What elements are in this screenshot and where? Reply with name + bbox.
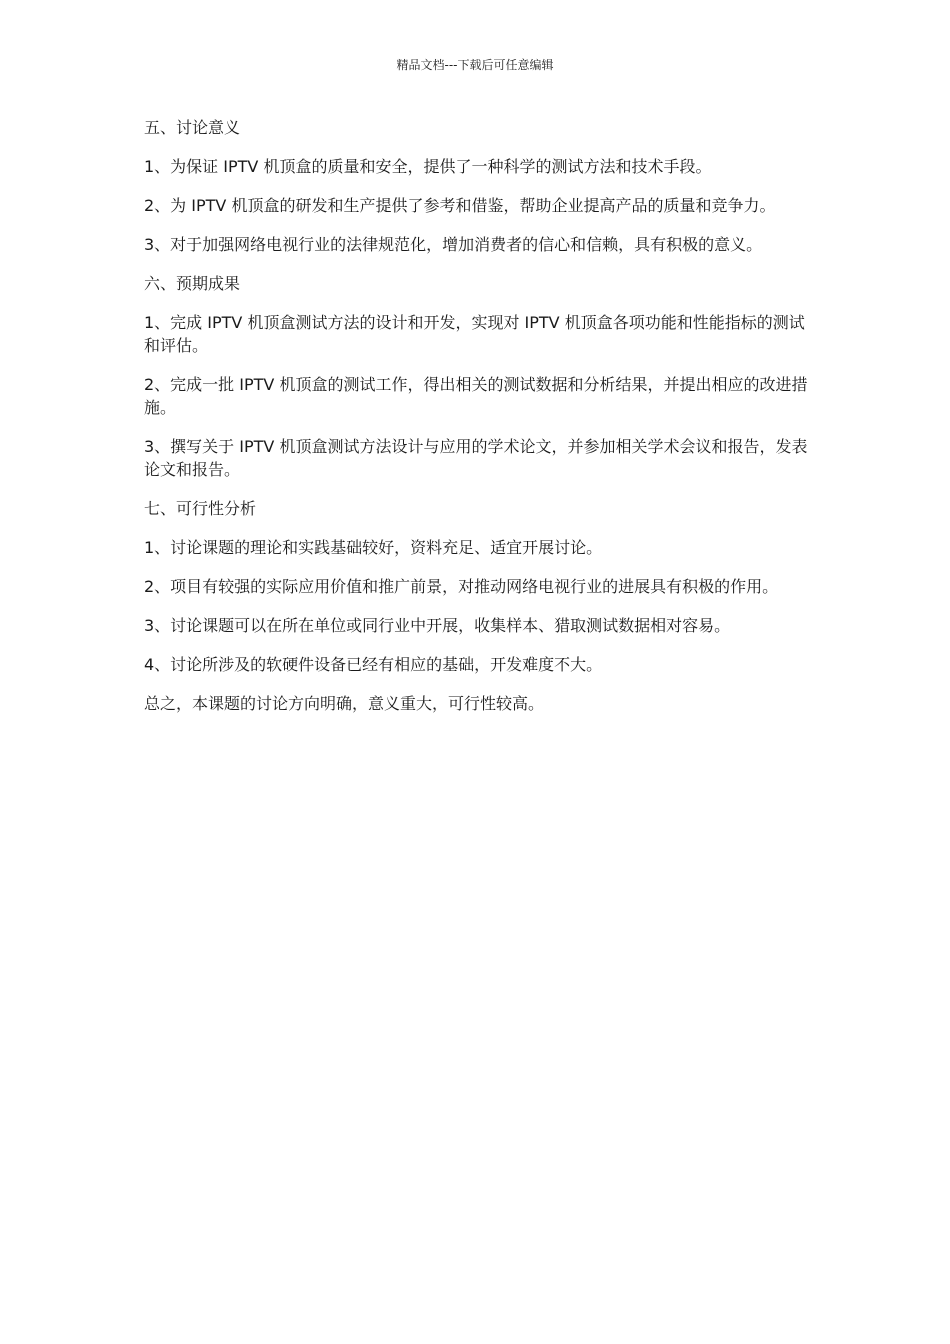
document-body [144, 116, 816, 731]
feasibility-item-4: 4、讨论所涉及的软硬件设备已经有相应的基础，开发难度不大。 [144, 655, 603, 674]
feasibility-item-2: 2、项目有较强的实际应用价值和推广前景，对推动网络电视行业的进展具有积极的作用。 [144, 577, 779, 596]
expected-results-item-2: 2、完成一批 IPTV 机顶盒的测试工作，得出相关的测试数据和分析结果，并提出相应的改进措施。 [144, 375, 808, 417]
feasibility-item-3: 3、讨论课题可以在所在单位或同行业中开展，收集样本、猎取测试数据相对容易。 [144, 616, 731, 635]
significance-item-3: 3、对于加强网络电视行业的法律规范化，增加消费者的信心和信赖，具有积极的意义。 [144, 235, 763, 254]
page-header: 精品文档---下载后可任意编辑 [396, 58, 554, 72]
significance-item-2: 2、为 IPTV 机顶盒的研发和生产提供了参考和借鉴，帮助企业提高产品的质量和竞争力。 [144, 196, 776, 215]
section-heading-expected-results: 六、预期成果 [144, 274, 241, 293]
section-heading-feasibility: 七、可行性分析 [144, 499, 257, 518]
section-heading-significance: 五、讨论意义 [144, 118, 241, 137]
significance-item-1: 1、为保证 IPTV 机顶盒的质量和安全，提供了一种科学的测试方法和技术手段。 [144, 157, 712, 176]
expected-results-item-1: 1、完成 IPTV 机顶盒测试方法的设计和开发，实现对 IPTV 机顶盒各项功能和性能指标的测试和评估。 [144, 313, 805, 355]
feasibility-item-1: 1、讨论课题的理论和实践基础较好，资料充足、适宜开展讨论。 [144, 538, 603, 557]
expected-results-item-3: 3、撰写关于 IPTV 机顶盒测试方法设计与应用的学术论文，并参加相关学术会议和报告，发表论文和报告。 [144, 437, 808, 479]
conclusion-paragraph: 总之，本课题的讨论方向明确，意义重大，可行性较高。 [144, 694, 545, 713]
